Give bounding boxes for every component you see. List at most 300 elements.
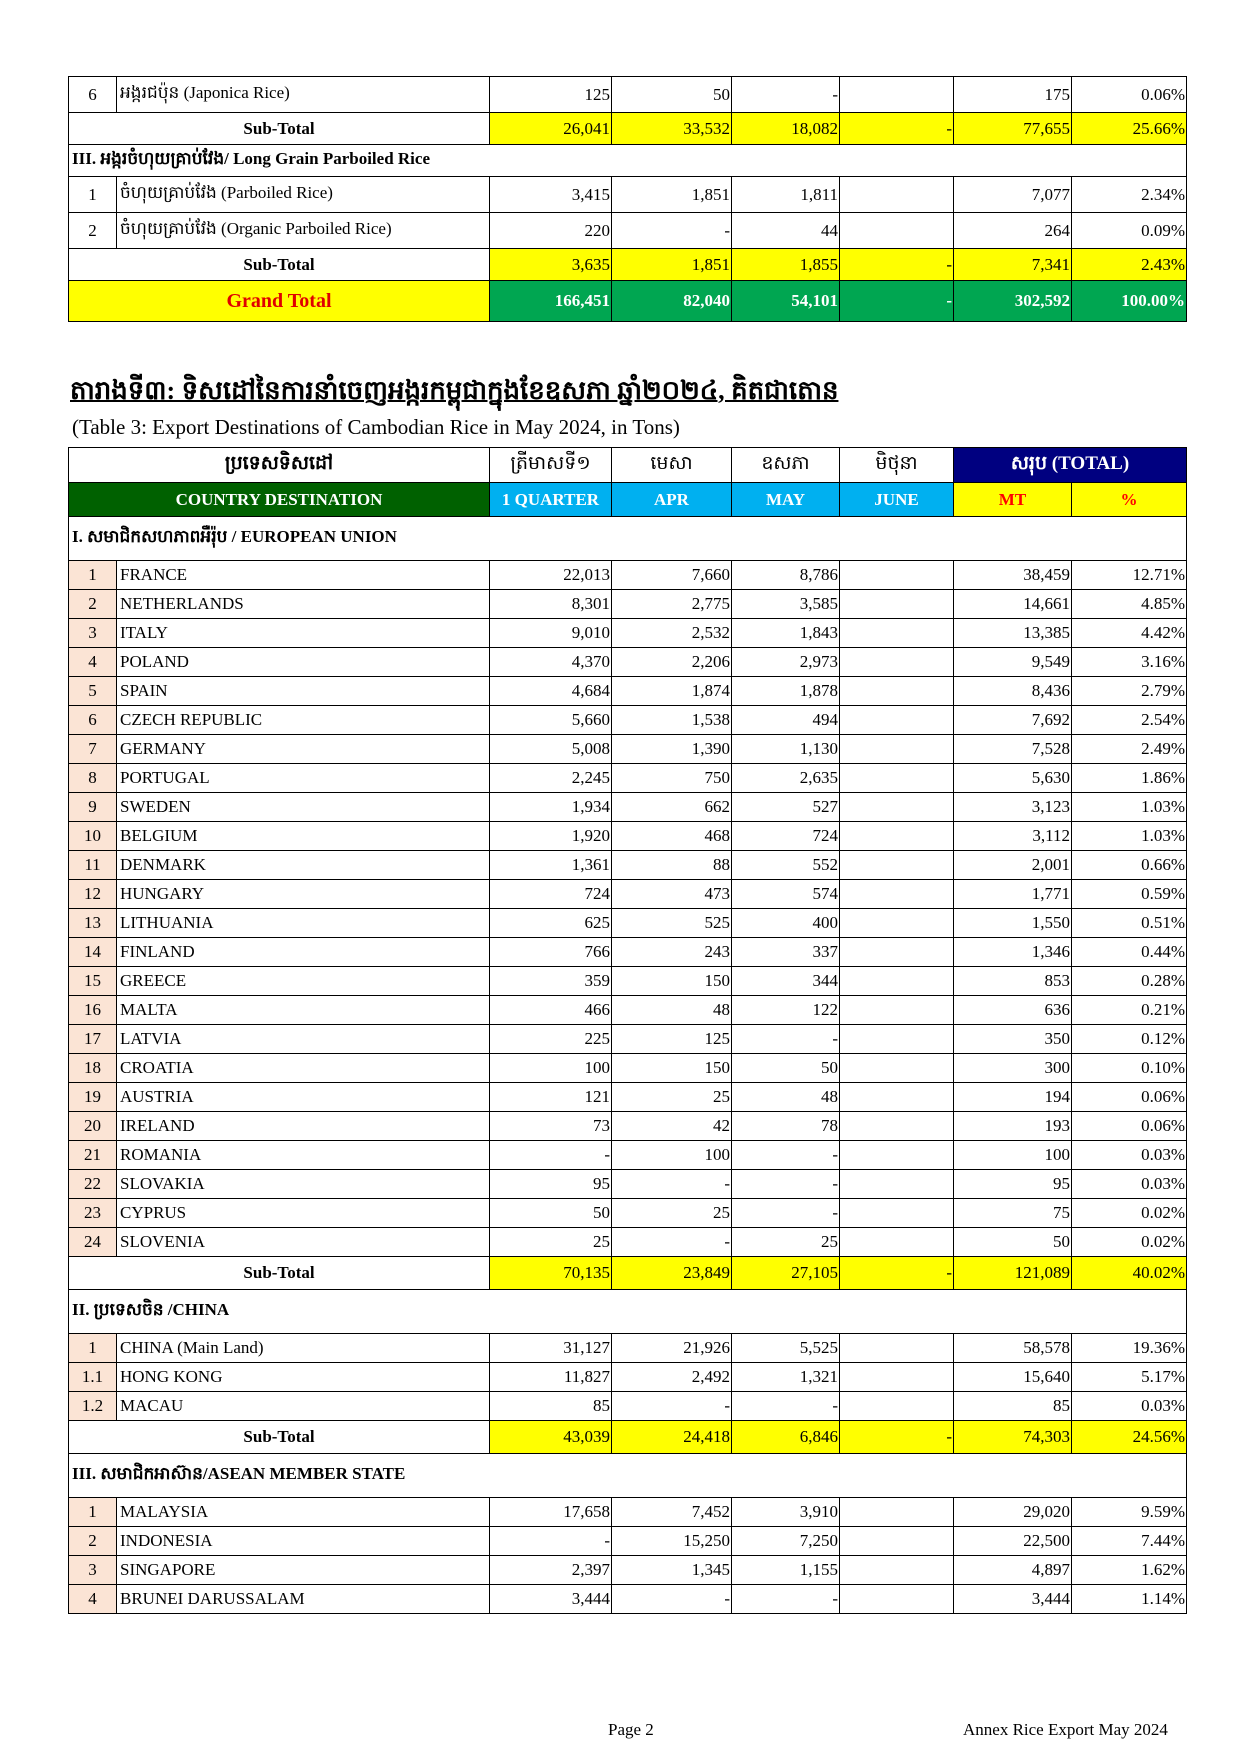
cell-q1: 1,920 <box>490 822 612 851</box>
table-row <box>69 619 1187 648</box>
cell-mt: 3,444 <box>954 1585 1072 1614</box>
cell-mt: 636 <box>954 996 1072 1025</box>
table-row <box>69 1025 1187 1054</box>
subtotal-row <box>69 1421 1187 1454</box>
cell-mt: 1,346 <box>954 938 1072 967</box>
cell-pct: 3.16% <box>1072 648 1187 677</box>
country-name: HUNGARY <box>117 880 490 909</box>
cell-mt: 7,528 <box>954 735 1072 764</box>
cell-apr: 1,390 <box>612 735 732 764</box>
cell-jun <box>840 1170 954 1199</box>
cell-may: 400 <box>732 909 840 938</box>
row-index: 22 <box>69 1170 117 1199</box>
row-index: 19 <box>69 1083 117 1112</box>
cell-pct: 4.42% <box>1072 619 1187 648</box>
cell-may: - <box>732 77 840 113</box>
cell-jun <box>840 967 954 996</box>
subtotal-mt: 74,303 <box>954 1421 1072 1454</box>
section-row <box>69 517 1187 561</box>
cell-apr: - <box>612 1170 732 1199</box>
cell-q1: 225 <box>490 1025 612 1054</box>
page-number: Page 2 <box>608 1720 654 1739</box>
cell-mt: 58,578 <box>954 1334 1072 1363</box>
header-q1-kh: ត្រីមាសទី១ <box>490 448 612 483</box>
section-row <box>69 145 1187 177</box>
country-name: AUSTRIA <box>117 1083 490 1112</box>
section-title: III. អង្ករចំហុយគ្រាប់វែង/ Long Grain Parboiled Rice <box>69 145 1187 177</box>
table-row <box>69 735 1187 764</box>
cell-apr: 25 <box>612 1199 732 1228</box>
cell-pct: 0.03% <box>1072 1170 1187 1199</box>
cell-q1: - <box>490 1527 612 1556</box>
cell-q1: 4,684 <box>490 677 612 706</box>
cell-jun <box>840 648 954 677</box>
table-row <box>69 1199 1187 1228</box>
table-row <box>69 1527 1187 1556</box>
table-row <box>69 1054 1187 1083</box>
country-name: GREECE <box>117 967 490 996</box>
subtotal-row <box>69 113 1187 145</box>
cell-apr: 42 <box>612 1112 732 1141</box>
subtotal-q1: 43,039 <box>490 1421 612 1454</box>
row-index: 3 <box>69 619 117 648</box>
cell-mt: 95 <box>954 1170 1072 1199</box>
subtotal-q1: 70,135 <box>490 1257 612 1290</box>
row-index: 15 <box>69 967 117 996</box>
table-row <box>69 1556 1187 1585</box>
country-name: MACAU <box>117 1392 490 1421</box>
table-row <box>69 996 1187 1025</box>
cell-mt: 14,661 <box>954 590 1072 619</box>
cell-apr: 100 <box>612 1141 732 1170</box>
cell-apr: 7,660 <box>612 561 732 590</box>
cell-pct: 0.21% <box>1072 996 1187 1025</box>
cell-pct: 4.85% <box>1072 590 1187 619</box>
table-row <box>69 177 1187 213</box>
cell-pct: 1.86% <box>1072 764 1187 793</box>
table-row <box>69 561 1187 590</box>
cell-may: - <box>732 1585 840 1614</box>
subtotal-jun: - <box>840 249 954 281</box>
cell-q1: 359 <box>490 967 612 996</box>
row-index: 1 <box>69 1498 117 1527</box>
cell-jun <box>840 1527 954 1556</box>
country-name: CROATIA <box>117 1054 490 1083</box>
table-row <box>69 1585 1187 1614</box>
cell-mt: 9,549 <box>954 648 1072 677</box>
table-row <box>69 1083 1187 1112</box>
cell-jun <box>840 1392 954 1421</box>
cell-apr: 21,926 <box>612 1334 732 1363</box>
table-row <box>69 1228 1187 1257</box>
subtotal-may: 6,846 <box>732 1421 840 1454</box>
header-may-kh: ឧសភា <box>732 448 840 483</box>
cell-may: 1,321 <box>732 1363 840 1392</box>
cell-pct: 5.17% <box>1072 1363 1187 1392</box>
cell-apr: 150 <box>612 1054 732 1083</box>
section-title: III. សមាជិកអាស៊ាន/ASEAN MEMBER STATE <box>69 1454 1187 1498</box>
cell-pct: 9.59% <box>1072 1498 1187 1527</box>
cell-mt: 29,020 <box>954 1498 1072 1527</box>
rice-type-name: ចំហុយគ្រាប់វែង (Parboiled Rice) <box>117 177 490 213</box>
country-name: LATVIA <box>117 1025 490 1054</box>
cell-mt: 175 <box>954 77 1072 113</box>
row-index: 20 <box>69 1112 117 1141</box>
country-name: DENMARK <box>117 851 490 880</box>
cell-may: 1,878 <box>732 677 840 706</box>
cell-apr: 1,851 <box>612 177 732 213</box>
header-jun-en: JUNE <box>840 483 954 517</box>
cell-q1: 2,245 <box>490 764 612 793</box>
cell-may: - <box>732 1392 840 1421</box>
cell-apr: 48 <box>612 996 732 1025</box>
header-jun-kh: មិថុនា <box>840 448 954 483</box>
header-row-khmer <box>69 448 1187 483</box>
cell-may: - <box>732 1199 840 1228</box>
cell-q1: 73 <box>490 1112 612 1141</box>
grand-total-mt: 302,592 <box>954 281 1072 322</box>
cell-may: 527 <box>732 793 840 822</box>
cell-may: 122 <box>732 996 840 1025</box>
table-row <box>69 590 1187 619</box>
cell-may: 1,843 <box>732 619 840 648</box>
cell-pct: 7.44% <box>1072 1527 1187 1556</box>
cell-q1: 3,415 <box>490 177 612 213</box>
cell-q1: 625 <box>490 909 612 938</box>
subtotal-pct: 2.43% <box>1072 249 1187 281</box>
row-index: 4 <box>69 648 117 677</box>
cell-q1: 2,397 <box>490 1556 612 1585</box>
cell-mt: 3,123 <box>954 793 1072 822</box>
row-index: 1.2 <box>69 1392 117 1421</box>
cell-q1: 5,660 <box>490 706 612 735</box>
country-name: SLOVENIA <box>117 1228 490 1257</box>
cell-mt: 7,692 <box>954 706 1072 735</box>
row-index: 2 <box>69 590 117 619</box>
cell-jun <box>840 177 954 213</box>
cell-mt: 4,897 <box>954 1556 1072 1585</box>
subtotal-row <box>69 1257 1187 1290</box>
cell-may: 1,155 <box>732 1556 840 1585</box>
cell-pct: 0.44% <box>1072 938 1187 967</box>
cell-pct: 0.06% <box>1072 1083 1187 1112</box>
cell-q1: 95 <box>490 1170 612 1199</box>
table-row <box>69 822 1187 851</box>
row-index: 2 <box>69 1527 117 1556</box>
cell-mt: 5,630 <box>954 764 1072 793</box>
cell-pct: 2.54% <box>1072 706 1187 735</box>
subtotal-mt: 77,655 <box>954 113 1072 145</box>
subtotal-apr: 24,418 <box>612 1421 732 1454</box>
cell-apr: 473 <box>612 880 732 909</box>
cell-mt: 350 <box>954 1025 1072 1054</box>
cell-pct: 2.49% <box>1072 735 1187 764</box>
cell-mt: 7,077 <box>954 177 1072 213</box>
header-row-english <box>69 483 1187 517</box>
subtotal-label: Sub-Total <box>69 113 490 145</box>
cell-apr: 750 <box>612 764 732 793</box>
table-row <box>69 938 1187 967</box>
row-index: 21 <box>69 1141 117 1170</box>
country-name: POLAND <box>117 648 490 677</box>
subtotal-label: Sub-Total <box>69 249 490 281</box>
cell-pct: 2.79% <box>1072 677 1187 706</box>
cell-may: - <box>732 1170 840 1199</box>
cell-q1: 3,444 <box>490 1585 612 1614</box>
cell-may: 3,585 <box>732 590 840 619</box>
cell-q1: 85 <box>490 1392 612 1421</box>
header-apr-kh: មេសា <box>612 448 732 483</box>
cell-mt: 100 <box>954 1141 1072 1170</box>
cell-may: 2,635 <box>732 764 840 793</box>
country-name: CYPRUS <box>117 1199 490 1228</box>
cell-apr: 125 <box>612 1025 732 1054</box>
subtotal-pct: 40.02% <box>1072 1257 1187 1290</box>
cell-jun <box>840 1556 954 1585</box>
cell-mt: 193 <box>954 1112 1072 1141</box>
cell-may: 344 <box>732 967 840 996</box>
row-index: 6 <box>69 706 117 735</box>
cell-q1: 100 <box>490 1054 612 1083</box>
section-row <box>69 1454 1187 1498</box>
cell-q1: 9,010 <box>490 619 612 648</box>
cell-pct: 0.09% <box>1072 213 1187 249</box>
cell-apr: - <box>612 1228 732 1257</box>
table-row <box>69 1498 1187 1527</box>
cell-q1: 11,827 <box>490 1363 612 1392</box>
cell-pct: 0.02% <box>1072 1228 1187 1257</box>
row-index: 4 <box>69 1585 117 1614</box>
grand-total-may: 54,101 <box>732 281 840 322</box>
cell-apr: 1,874 <box>612 677 732 706</box>
cell-jun <box>840 213 954 249</box>
row-index: 9 <box>69 793 117 822</box>
cell-may: 337 <box>732 938 840 967</box>
table-row <box>69 909 1187 938</box>
cell-may: 7,250 <box>732 1527 840 1556</box>
cell-pct: 1.14% <box>1072 1585 1187 1614</box>
subtotal-jun: - <box>840 113 954 145</box>
rice-type-name: អង្ករជប៉ុន (Japonica Rice) <box>117 77 490 113</box>
cell-apr: 525 <box>612 909 732 938</box>
subtotal-q1: 3,635 <box>490 249 612 281</box>
country-name: GERMANY <box>117 735 490 764</box>
cell-pct: 2.34% <box>1072 177 1187 213</box>
cell-may: 574 <box>732 880 840 909</box>
row-index: 12 <box>69 880 117 909</box>
cell-jun <box>840 1228 954 1257</box>
cell-pct: 0.51% <box>1072 909 1187 938</box>
table-row <box>69 77 1187 113</box>
grand-total-row <box>69 281 1187 322</box>
table-row <box>69 648 1187 677</box>
row-index: 13 <box>69 909 117 938</box>
cell-jun <box>840 619 954 648</box>
table-row <box>69 677 1187 706</box>
cell-pct: 0.03% <box>1072 1392 1187 1421</box>
cell-jun <box>840 77 954 113</box>
cell-apr: 15,250 <box>612 1527 732 1556</box>
row-index: 5 <box>69 677 117 706</box>
cell-may: 5,525 <box>732 1334 840 1363</box>
cell-pct: 0.06% <box>1072 1112 1187 1141</box>
section-row <box>69 1290 1187 1334</box>
header-country-kh: ប្រទេសទិសដៅ <box>69 448 490 483</box>
cell-pct: 0.06% <box>1072 77 1187 113</box>
cell-pct: 1.62% <box>1072 1556 1187 1585</box>
subtotal-apr: 33,532 <box>612 113 732 145</box>
cell-q1: 5,008 <box>490 735 612 764</box>
cell-apr: 468 <box>612 822 732 851</box>
subtotal-mt: 7,341 <box>954 249 1072 281</box>
grand-total-pct: 100.00% <box>1072 281 1187 322</box>
cell-jun <box>840 590 954 619</box>
cell-apr: - <box>612 213 732 249</box>
table-row <box>69 967 1187 996</box>
table-row <box>69 213 1187 249</box>
cell-apr: 25 <box>612 1083 732 1112</box>
table-row <box>69 1392 1187 1421</box>
table-row <box>69 793 1187 822</box>
cell-jun <box>840 677 954 706</box>
cell-apr: 1,538 <box>612 706 732 735</box>
country-name: SLOVAKIA <box>117 1170 490 1199</box>
cell-q1: 50 <box>490 1199 612 1228</box>
table3-title: តារាងទី៣: ទិសដៅនៃការនាំចេញអង្ករកម្ពុជាក្នុងខែឧសភា ឆ្នាំ២០២៤, គិតជាតោន <box>70 376 839 405</box>
subtotal-label: Sub-Total <box>69 1421 490 1454</box>
cell-pct: 1.03% <box>1072 822 1187 851</box>
country-name: BELGIUM <box>117 822 490 851</box>
country-name: LITHUANIA <box>117 909 490 938</box>
cell-q1: 17,658 <box>490 1498 612 1527</box>
grand-total-label: Grand Total <box>69 281 490 322</box>
cell-jun <box>840 764 954 793</box>
cell-mt: 264 <box>954 213 1072 249</box>
cell-pct: 1.03% <box>1072 793 1187 822</box>
cell-apr: - <box>612 1392 732 1421</box>
cell-jun <box>840 938 954 967</box>
country-name: FINLAND <box>117 938 490 967</box>
subtotal-pct: 25.66% <box>1072 113 1187 145</box>
cell-q1: 121 <box>490 1083 612 1112</box>
row-index: 1 <box>69 1334 117 1363</box>
cell-jun <box>840 996 954 1025</box>
cell-apr: 2,775 <box>612 590 732 619</box>
rice-type-name: ចំហុយគ្រាប់វែង (Organic Parboiled Rice) <box>117 213 490 249</box>
row-index: 3 <box>69 1556 117 1585</box>
cell-q1: - <box>490 1141 612 1170</box>
cell-jun <box>840 1141 954 1170</box>
cell-mt: 13,385 <box>954 619 1072 648</box>
cell-jun <box>840 1498 954 1527</box>
row-index: 11 <box>69 851 117 880</box>
cell-q1: 466 <box>490 996 612 1025</box>
section-title: I. សមាជិកសហភាពអឺរ៉ុប / EUROPEAN UNION <box>69 517 1187 561</box>
table-row <box>69 1112 1187 1141</box>
row-index: 6 <box>69 77 117 113</box>
country-name: PORTUGAL <box>117 764 490 793</box>
row-index: 1 <box>69 177 117 213</box>
table-row <box>69 851 1187 880</box>
country-name: INDONESIA <box>117 1527 490 1556</box>
row-index: 7 <box>69 735 117 764</box>
cell-q1: 4,370 <box>490 648 612 677</box>
cell-may: 494 <box>732 706 840 735</box>
cell-apr: 7,452 <box>612 1498 732 1527</box>
cell-mt: 22,500 <box>954 1527 1072 1556</box>
cell-mt: 38,459 <box>954 561 1072 590</box>
subtotal-q1: 26,041 <box>490 113 612 145</box>
cell-may: 2,973 <box>732 648 840 677</box>
subtotal-jun: - <box>840 1421 954 1454</box>
country-name: ITALY <box>117 619 490 648</box>
country-name: HONG KONG <box>117 1363 490 1392</box>
grand-total-apr: 82,040 <box>612 281 732 322</box>
row-index: 18 <box>69 1054 117 1083</box>
header-may-en: MAY <box>732 483 840 517</box>
country-name: MALAYSIA <box>117 1498 490 1527</box>
cell-jun <box>840 1334 954 1363</box>
cell-pct: 0.02% <box>1072 1199 1187 1228</box>
table-row <box>69 1334 1187 1363</box>
cell-may: - <box>732 1141 840 1170</box>
table-row <box>69 1141 1187 1170</box>
cell-may: 724 <box>732 822 840 851</box>
row-index: 17 <box>69 1025 117 1054</box>
cell-mt: 194 <box>954 1083 1072 1112</box>
rice-type-table-continuation <box>68 76 1187 322</box>
subtotal-apr: 1,851 <box>612 249 732 281</box>
cell-q1: 25 <box>490 1228 612 1257</box>
table-row <box>69 1363 1187 1392</box>
cell-mt: 8,436 <box>954 677 1072 706</box>
subtotal-mt: 121,089 <box>954 1257 1072 1290</box>
cell-pct: 0.10% <box>1072 1054 1187 1083</box>
subtotal-pct: 24.56% <box>1072 1421 1187 1454</box>
cell-jun <box>840 561 954 590</box>
country-name: SWEDEN <box>117 793 490 822</box>
row-index: 16 <box>69 996 117 1025</box>
cell-mt: 2,001 <box>954 851 1072 880</box>
cell-may: 1,811 <box>732 177 840 213</box>
section-title: II. ប្រទេសចិន /CHINA <box>69 1290 1187 1334</box>
country-name: BRUNEI DARUSSALAM <box>117 1585 490 1614</box>
cell-mt: 1,550 <box>954 909 1072 938</box>
grand-total-q1: 166,451 <box>490 281 612 322</box>
cell-q1: 8,301 <box>490 590 612 619</box>
cell-may: 78 <box>732 1112 840 1141</box>
cell-apr: 50 <box>612 77 732 113</box>
cell-jun <box>840 1025 954 1054</box>
cell-apr: 1,345 <box>612 1556 732 1585</box>
cell-jun <box>840 735 954 764</box>
cell-q1: 220 <box>490 213 612 249</box>
subtotal-may: 18,082 <box>732 113 840 145</box>
header-mt-en: MT <box>954 483 1072 517</box>
cell-q1: 22,013 <box>490 561 612 590</box>
row-index: 2 <box>69 213 117 249</box>
cell-mt: 3,112 <box>954 822 1072 851</box>
header-apr-en: APR <box>612 483 732 517</box>
cell-may: 50 <box>732 1054 840 1083</box>
header-q1-en: 1 QUARTER <box>490 483 612 517</box>
cell-may: 1,130 <box>732 735 840 764</box>
table-row <box>69 706 1187 735</box>
cell-q1: 1,361 <box>490 851 612 880</box>
cell-jun <box>840 793 954 822</box>
cell-q1: 31,127 <box>490 1334 612 1363</box>
cell-may: 25 <box>732 1228 840 1257</box>
